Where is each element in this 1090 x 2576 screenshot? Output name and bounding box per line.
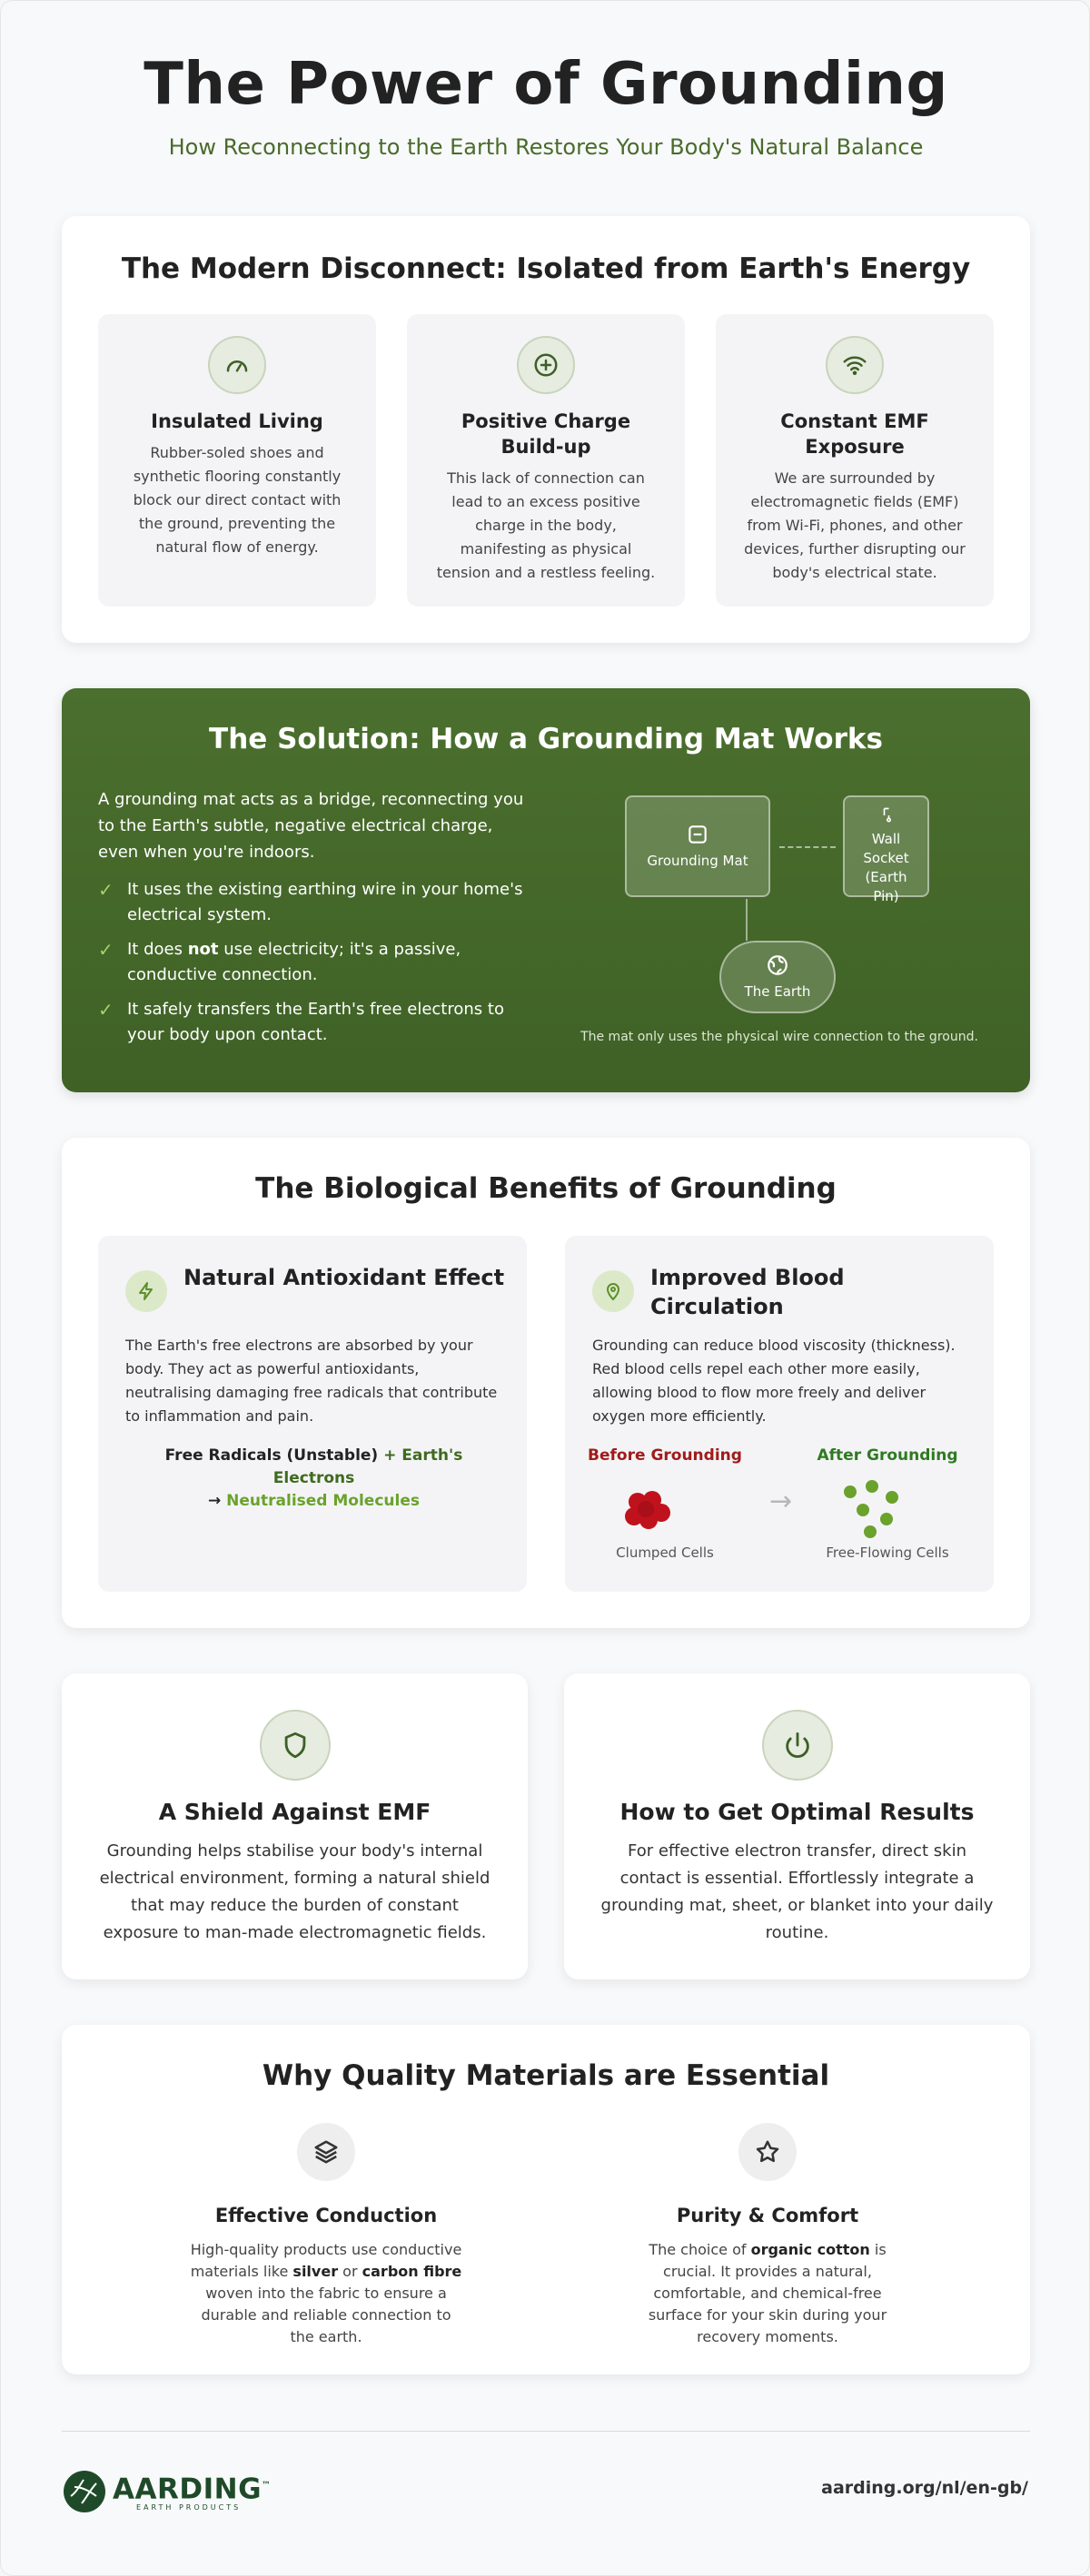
card-text: The Earth's free electrons are absorbed by your body. They act as powerful antioxidants, neutralising damaging free radicals that contribute to inflammation and pain.: [125, 1337, 498, 1425]
logo-wordmark: AARDING™: [113, 2472, 272, 2506]
insulated-living-card: [98, 314, 376, 607]
check-icon: ✓: [98, 939, 114, 961]
minus-square-icon: [627, 823, 768, 852]
card-text: Grounding can reduce blood viscosity (thickness). Red blood cells repel each other more easily, allowing blood to flow more freely and deliver oxygen more efficiently.: [592, 1337, 956, 1425]
card-title: Insulated Living: [151, 410, 323, 432]
list-item: ✓ It does not use electricity; it's a passive, conductive connection.: [98, 939, 461, 984]
lightning-icon: [125, 1270, 167, 1312]
layers-icon: [297, 2123, 355, 2181]
brand-logo[interactable]: [62, 2467, 272, 2516]
list-item: ✓ It safely transfers the Earth's free electrons to your body upon contact.: [98, 999, 504, 1044]
card-title: Improved Blood Circulation: [650, 1265, 845, 1319]
antioxidant-card: [98, 1236, 527, 1592]
card-title: How to Get Optimal Results: [619, 1799, 975, 1825]
clumped-cells-caption: Clumped Cells: [616, 1545, 714, 1561]
solution-bullets: [98, 877, 534, 1057]
shield-icon: [260, 1710, 331, 1781]
optimal-results-card: [564, 1673, 1030, 1979]
node-label: Grounding Mat: [647, 853, 748, 869]
after-label: After Grounding: [817, 1446, 958, 1465]
page-title: The Power of Grounding: [144, 51, 948, 118]
earth-node: [719, 941, 836, 1013]
section-title: The Solution: How a Grounding Mat Works: [209, 723, 883, 755]
biological-benefits-section: [62, 1138, 1030, 1628]
page-subtitle: How Reconnecting to the Earth Restores Your Body's Natural Balance: [168, 134, 924, 160]
effective-conduction-column: [190, 2123, 462, 2348]
header: [1, 51, 1090, 160]
wire-connector: [746, 899, 748, 941]
quality-materials-section: [62, 2025, 1030, 2374]
card-title: Constant EMF Exposure: [780, 410, 929, 458]
positive-charge-card: [407, 314, 685, 607]
diagram-caption: The mat only uses the physical wire connection to the ground.: [580, 1030, 978, 1044]
card-text: This lack of connection can lead to an excess positive charge in the body, manifesting as physical tension and a restless feeling.: [436, 469, 656, 581]
card-title: A Shield Against EMF: [158, 1799, 431, 1825]
gauge-icon: [208, 336, 266, 394]
before-label: Before Grounding: [588, 1446, 742, 1465]
check-icon: ✓: [98, 999, 114, 1021]
wall-socket-node: [843, 795, 929, 904]
card-text: For effective electron transfer, direct skin contact is essential. Effortlessly integrate a grounding mat, sheet, or blanket into your daily routine.: [600, 1841, 994, 1942]
footer-url-link[interactable]: aarding.org/nl/en-gb/: [821, 2478, 1028, 2498]
modern-disconnect-section: [62, 216, 1030, 643]
section-title: The Modern Disconnect: Isolated from Earth's Energy: [121, 252, 971, 285]
earth-logo-icon: [62, 2469, 107, 2514]
power-icon: [762, 1710, 833, 1781]
card-text: We are surrounded by electromagnetic fields (EMF) from Wi-Fi, phones, and other devices, further disrupting our body's electrical state.: [744, 469, 966, 581]
column-title: Purity & Comfort: [676, 2205, 859, 2226]
arrow-right-icon: →: [769, 1485, 793, 1517]
logo-tagline: EARTH PRODUCTS: [136, 2503, 242, 2512]
free-flowing-cells-graphic: [837, 1479, 910, 1543]
card-text: Grounding helps stabilise your body's internal electrical environment, forming a natural shield that may reduce the burden of constant exposure to man-made electromagnetic fields.: [99, 1841, 490, 1942]
purity-comfort-column: [631, 2123, 904, 2348]
grounding-mat-node: [625, 795, 770, 897]
solution-section: [62, 688, 1030, 1092]
dashed-connector: [779, 846, 836, 848]
column-text: The choice of organic cotton is crucial. It provides a natural, comfortable, and chemical-free surface for your skin during your recovery moments.: [648, 2241, 887, 2345]
plus-circle-icon: [517, 336, 575, 394]
wifi-icon: [826, 336, 884, 394]
antioxidant-formula: Free Radicals (Unstable) + Earth's Electrons → Neutralised Molecules: [164, 1446, 463, 1510]
emf-shield-card: [62, 1673, 528, 1979]
node-label: The Earth: [744, 983, 811, 1000]
check-icon: ✓: [98, 879, 114, 901]
location-pin-icon: [592, 1270, 634, 1312]
node-label: Wall Socket (Earth Pin): [863, 831, 909, 904]
clumped-cells-graphic: [618, 1485, 681, 1536]
plug-icon: [845, 806, 927, 830]
section-title: Why Quality Materials are Essential: [262, 2059, 830, 2092]
column-text: High-quality products use conductive materials like silver or carbon fibre woven into the fabric to ensure a durable and reliable connection to the earth.: [190, 2241, 462, 2345]
free-flowing-cells-caption: Free-Flowing Cells: [826, 1545, 949, 1561]
star-icon: [738, 2123, 797, 2181]
solution-intro: A grounding mat acts as a bridge, reconnecting you to the Earth's subtle, negative electrical charge, even when you're indoors.: [98, 790, 524, 862]
column-title: Effective Conduction: [214, 2205, 438, 2226]
card-text: Rubber-soled shoes and synthetic flooring constantly block our direct contact with the ground, preventing the natural flow of energy.: [133, 444, 342, 556]
footer-divider: [62, 2431, 1030, 2432]
card-title: Positive Charge Build-up: [461, 410, 631, 458]
circulation-card: [565, 1236, 994, 1592]
card-title: Natural Antioxidant Effect: [183, 1265, 505, 1290]
list-item: ✓ It uses the existing earthing wire in your home's electrical system.: [98, 879, 523, 924]
emf-exposure-card: [716, 314, 994, 607]
globe-icon: [721, 953, 834, 982]
section-title: The Biological Benefits of Grounding: [255, 1172, 837, 1205]
